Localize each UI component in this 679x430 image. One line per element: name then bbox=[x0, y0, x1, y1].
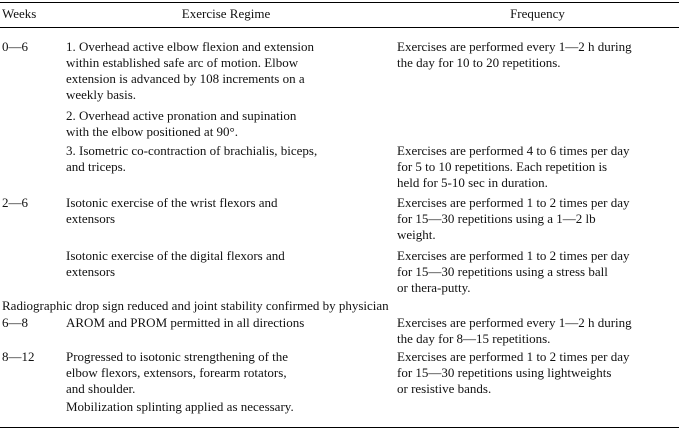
row-regime: Isotonic exercise of the digital flexors and extensors bbox=[66, 248, 285, 279]
row-weeks: 0—6 bbox=[2, 39, 28, 54]
table-bottom-rule bbox=[0, 427, 679, 428]
row-regime: Isotonic exercise of the wrist flexors and extensors bbox=[66, 195, 278, 226]
row-frequency: Exercises are performed every 1—2 h during the day for 8—15 repetitions. bbox=[397, 315, 632, 346]
row-weeks: 2—6 bbox=[2, 195, 28, 210]
row-regime: Mobilization splinting applied as necessary. bbox=[66, 399, 294, 414]
row-regime: AROM and PROM permitted in all directions bbox=[66, 315, 305, 330]
row-regime: 3. Isometric co-contraction of brachialis, biceps, and triceps. bbox=[66, 143, 318, 174]
header-weeks: Weeks bbox=[2, 6, 37, 21]
row-regime: Progressed to isotonic strengthening of the elbow flexors, extensors, forearm rotators, and shoulder. bbox=[66, 349, 289, 396]
row-frequency: Exercises are performed 1 to 2 times per day for 15—30 repetitions using a 1—2 lb weight. bbox=[397, 195, 630, 242]
row-weeks: 6—8 bbox=[2, 315, 28, 330]
header-frequency: Frequency bbox=[510, 6, 565, 21]
row-regime: 1. Overhead active elbow flexion and extension within established safe arc of motion. Elbow extension is advanced by 108 increments on a weekly basis. bbox=[66, 39, 314, 102]
row-frequency: Exercises are performed 1 to 2 times per day for 15—30 repetitions using lightweights or resistive bands. bbox=[397, 349, 630, 396]
milestone-note: Radiographic drop sign reduced and joint stability confirmed by physician bbox=[2, 298, 389, 313]
header-exercise-regime: Exercise Regime bbox=[181, 6, 271, 21]
header-rule bbox=[0, 27, 679, 28]
row-regime: 2. Overhead active pronation and supination with the elbow positioned at 90°. bbox=[66, 108, 297, 139]
row-frequency: Exercises are performed every 1—2 h during the day for 10 to 20 repetitions. bbox=[397, 39, 632, 70]
row-weeks: 8—12 bbox=[2, 349, 35, 364]
row-frequency: Exercises are performed 4 to 6 times per day for 5 to 10 repetitions. Each repetition is held for 5-10 sec in duration. bbox=[397, 143, 630, 190]
row-frequency: Exercises are performed 1 to 2 times per day for 15—30 repetitions using a stress ball or thera-putty. bbox=[397, 248, 630, 295]
table-top-rule bbox=[0, 2, 679, 3]
